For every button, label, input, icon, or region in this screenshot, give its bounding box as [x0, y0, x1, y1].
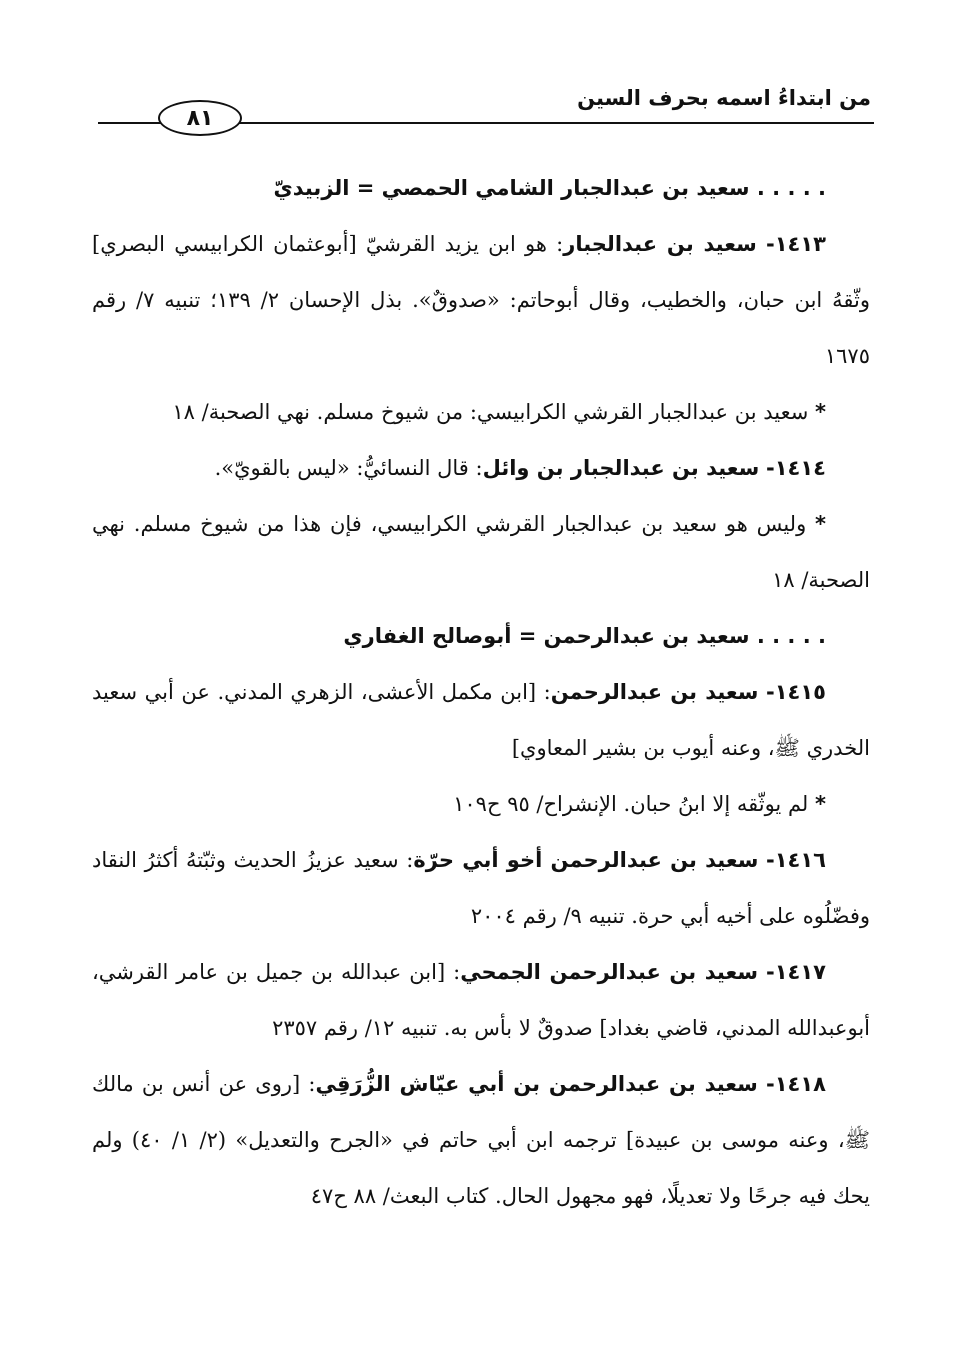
note-text: لم يوثّقه إلا ابنُ حبان. الإنشراح/ ٩٥ ح١٠٩ — [453, 792, 809, 816]
entry-1417 — [92, 944, 870, 1056]
note-asterisk: * — [815, 400, 826, 424]
note-3 — [92, 776, 870, 832]
entry-number: ١٤١٥- — [766, 680, 826, 704]
entry-1415 — [92, 664, 870, 776]
cross-reference-text: . . . . . سعيد بن عبدالجبار الشامي الحمصي = الزبيديّ — [273, 176, 826, 200]
entry-name: سعيد بن عبدالجبار بن وائل — [482, 456, 760, 480]
note-text: سعيد بن عبدالجبار القرشي الكرابيسي: من شيوخ مسلم. نهي الصحبة/ ١٨ — [172, 400, 809, 424]
entry-text: : قال النسائيُّ: «ليس بالقويّ». — [214, 456, 483, 480]
entry-text: : سعيد عزيزُ الحديث وثبّتهُ أكثرُ النقاد وفضّلُوه على أخيه أبي حرة. تنبيه ٩/ رقم ٢٠٠٤ — [92, 848, 870, 928]
note-2 — [92, 496, 870, 608]
entry-number: ١٤١٣- — [765, 232, 826, 256]
entry-number: ١٤١٧- — [766, 960, 826, 984]
entry-1416 — [92, 832, 870, 944]
entry-1418 — [92, 1056, 870, 1224]
entry-1413 — [92, 216, 870, 384]
note-asterisk: * — [815, 792, 826, 816]
cross-reference-line — [92, 160, 870, 216]
entry-text: : هو ابن يزيد القرشيّ [أبوعثمان الكرابيسي البصري] وثّقهُ ابن حبان، والخطيب، وقال أبوحاتم: «صدوقٌ». بذل الإحسان ٢/ ١٣٩؛ تنبيه ٧/ رقم ١٦٧٥ — [92, 232, 870, 368]
page-number: ٨١ — [186, 105, 214, 131]
entry-text: : [روى عن أنس بن مالك ﷺ، وعنه موسى بن عبيدة] ترجمه ابن أبي حاتم في «الجرح والتعديل» (٢/ ١/ ٤٠) ولم يحك فيه جرحًا ولا تعديلًا، فهو مجهول الحال. كتاب البعث/ ٨٨ ح٤٧ — [92, 1072, 870, 1208]
entry-name: سعيد بن عبدالرحمن الجمحي — [460, 960, 759, 984]
note-asterisk: * — [815, 512, 826, 536]
note-text: وليس هو سعيد بن عبدالجبار القرشي الكرابيسي، فإن هذا من شيوخ مسلم. نهي الصحبة/ ١٨ — [92, 512, 870, 592]
entry-number: ١٤١٦- — [766, 848, 826, 872]
entry-1414 — [92, 440, 870, 496]
cross-reference-line — [92, 608, 870, 664]
page-body — [92, 160, 870, 1224]
entry-number: ١٤١٨- — [765, 1072, 826, 1096]
cross-reference-text: . . . . . سعيد بن عبدالرحمن = أبوصالح الغفاري — [343, 624, 826, 648]
entry-name: سعيد بن عبدالرحمن أخو أبي حرّة — [413, 848, 759, 872]
entry-text: : [ابن مكمل الأعشى، الزهري المدني. عن أبي سعيد الخدري ﷺ، وعنه أيوب بن بشير المعاوي] — [92, 680, 870, 760]
entry-number: ١٤١٤- — [766, 456, 826, 480]
note-1 — [92, 384, 870, 440]
entry-name: سعيد بن عبدالجبار — [563, 232, 757, 256]
entry-text: : [ابن عبدالله بن جميل بن عامر القرشي، أبوعبدالله المدني، قاضي بغداد] صدوقٌ لا بأس به. تنبيه ١٢/ رقم ٢٣٥٧ — [92, 960, 870, 1040]
entry-name: سعيد بن عبدالرحمن — [550, 680, 759, 704]
page-number-badge — [158, 100, 242, 136]
entry-name: سعيد بن عبدالرحمن بن أبي عيّاش الزُّرَقِي — [315, 1072, 758, 1096]
running-title: من ابتداءُ اسمه بحرف السين — [577, 86, 871, 110]
